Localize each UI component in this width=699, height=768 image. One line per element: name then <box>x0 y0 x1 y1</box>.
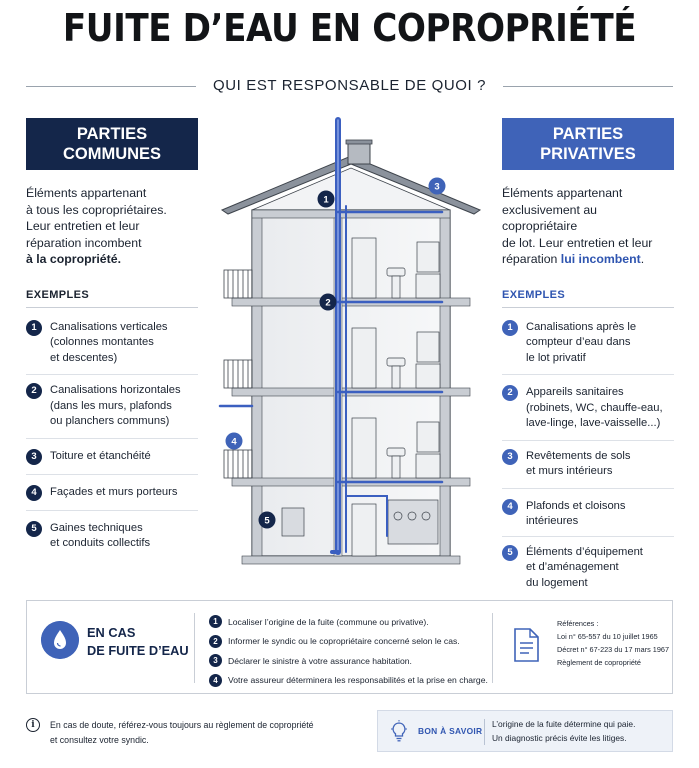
alert-step <box>209 612 488 632</box>
example-item <box>26 511 198 560</box>
desc-line: Leur entretien et leur <box>26 219 140 233</box>
step-number-badge: 2 <box>209 635 222 648</box>
example-text <box>526 320 636 367</box>
example-item <box>26 439 198 475</box>
reference-line: Règlement de copropriété <box>557 658 641 667</box>
example-line: lave-linge, lave-vaisselle...) <box>526 417 661 429</box>
example-item <box>502 375 674 441</box>
number-badge: 1 <box>502 320 518 336</box>
example-line: Revêtements de sols <box>526 449 631 462</box>
desc-end: . <box>640 252 645 266</box>
example-line: intérieures <box>526 515 579 527</box>
number-badge: 2 <box>502 385 518 401</box>
parties-communes-column <box>26 118 198 560</box>
example-line: Plafonds et cloisons <box>526 499 626 512</box>
example-text <box>50 320 168 367</box>
tip-line: Un diagnostic précis évite les litiges. <box>492 732 627 743</box>
alert-divider <box>194 613 195 683</box>
building-marker-1: 1 <box>323 194 329 206</box>
example-item <box>26 475 198 511</box>
building-marker-3: 3 <box>434 181 440 193</box>
footer-advice <box>26 716 346 746</box>
heading-line: PARTIES <box>76 125 148 143</box>
parties-privatives-heading <box>502 118 674 170</box>
example-line: Gaines techniques <box>50 521 143 534</box>
desc-line: Éléments appartenant <box>26 186 147 200</box>
footer-line: En cas de doute, référez-vous toujours au règlement de copropriété <box>50 720 314 730</box>
example-text <box>50 449 151 465</box>
desc-bold: lui incombent <box>560 252 641 266</box>
desc-line: à tous les copropriétaires. <box>26 202 167 217</box>
alert-step <box>209 671 488 691</box>
number-badge: 1 <box>26 320 42 336</box>
page-subtitle: QUI EST RESPONSABLE DE QUOI ? <box>212 77 487 94</box>
building-marker-2: 2 <box>325 297 331 309</box>
desc-line: exclusivement au copropriétaire <box>502 202 598 233</box>
example-item <box>26 308 198 376</box>
example-text <box>526 545 643 592</box>
reference-line: Loi n° 65-557 du 10 juillet 1965 <box>557 632 658 641</box>
alert-steps-list <box>209 612 488 690</box>
alert-step <box>209 632 488 652</box>
example-line: le lot privatif <box>526 351 586 364</box>
example-line: et murs intérieurs <box>526 465 613 477</box>
example-line: compteur d’eau dans <box>526 336 631 348</box>
privatives-examples-list <box>502 308 674 598</box>
communes-examples-list <box>26 308 198 560</box>
step-text: Informer le syndic ou le copropriétaire concerné selon le cas. <box>228 636 460 647</box>
example-line: (dans les murs, plafonds <box>50 399 172 412</box>
example-item <box>502 441 674 489</box>
desc-line: Éléments appartenant <box>502 186 623 200</box>
step-number-badge: 4 <box>209 674 222 687</box>
alert-title <box>87 624 189 660</box>
subtitle-row <box>26 76 673 96</box>
example-line: et d’aménagement <box>526 561 619 573</box>
example-text <box>526 385 663 432</box>
footer-advice-text <box>50 718 314 748</box>
building-cutaway-illustration <box>212 116 490 578</box>
number-badge: 5 <box>26 521 42 537</box>
example-text <box>526 449 630 480</box>
example-line: du logement <box>526 576 588 589</box>
number-badge: 4 <box>502 499 518 515</box>
tip-line: L’origine de la fuite détermine qui paie. <box>492 719 636 729</box>
example-line: (colonnes montantes <box>50 336 154 348</box>
parties-privatives-column <box>502 118 674 597</box>
example-line: Canalisations horizontales <box>50 384 181 396</box>
example-line: Façades et murs porteurs <box>50 485 178 498</box>
step-text: Votre assureur déterminera les responsabilités et la prise en charge. <box>228 675 488 686</box>
example-line: et conduits collectifs <box>50 537 151 549</box>
example-line: Canalisations verticales <box>50 320 168 333</box>
reference-line: Références : <box>557 619 599 628</box>
step-text: Déclarer le sinistre à votre assurance habitation. <box>228 655 412 666</box>
bon-a-savoir-box <box>377 710 673 752</box>
privatives-description <box>502 185 674 268</box>
building-marker-4: 4 <box>231 436 237 448</box>
number-badge: 2 <box>26 383 42 399</box>
en-cas-de-fuite-box <box>26 600 673 694</box>
example-line: ou planchers communs) <box>50 415 170 427</box>
example-line: Canalisations après le <box>526 320 637 333</box>
example-text <box>50 521 150 552</box>
step-number-badge: 1 <box>209 615 222 628</box>
number-badge: 4 <box>26 485 42 501</box>
example-line: Appareils sanitaires <box>526 386 624 398</box>
example-item <box>26 375 198 439</box>
desc-line: réparation incombent <box>26 235 142 250</box>
number-badge: 3 <box>26 449 42 465</box>
desc-line: réparation <box>502 252 558 266</box>
communes-description <box>26 185 198 268</box>
document-icon <box>513 628 539 662</box>
alert-title-line: DE FUITE D’EAU <box>87 643 189 658</box>
tip-divider <box>484 719 485 745</box>
heading-line: COMMUNES <box>62 145 162 163</box>
reference-line: Décret n° 67-223 du 17 mars 1967 <box>557 645 670 654</box>
desc-line: de lot. Leur entretien et leur <box>502 235 653 250</box>
example-item <box>502 308 674 376</box>
example-line: et descentes) <box>50 351 118 364</box>
step-number-badge: 3 <box>209 654 222 667</box>
alert-step <box>209 651 488 671</box>
example-item <box>502 537 674 598</box>
example-line: Éléments d’équipement <box>526 545 643 558</box>
tip-text <box>492 718 635 745</box>
communes-examples-label: EXEMPLES <box>26 289 198 308</box>
alert-divider <box>492 613 493 683</box>
example-line: (robinets, WC, chauffe-eau, <box>526 401 663 414</box>
alert-title-line: EN CAS <box>87 625 136 640</box>
example-item <box>502 489 674 537</box>
example-text <box>526 499 626 530</box>
heading-line: PARTIES <box>552 125 624 143</box>
number-badge: 5 <box>502 545 518 561</box>
subtitle-divider-right <box>503 86 673 87</box>
desc-bold: à la copropriété. <box>26 252 121 266</box>
info-icon: i <box>26 718 40 732</box>
example-line: Toiture et étanchéité <box>50 449 151 462</box>
example-text <box>50 485 177 501</box>
tip-title: BON À SAVOIR <box>418 726 483 736</box>
privatives-examples-label: EXEMPLES <box>502 289 674 308</box>
page-title: FUITE D’EAU EN COPROPRIÉTÉ <box>62 6 637 50</box>
parties-communes-heading <box>26 118 198 170</box>
water-drop-icon <box>41 621 79 659</box>
building-marker-5: 5 <box>264 515 270 527</box>
lightbulb-icon <box>390 720 408 742</box>
step-text: Localiser l’origine de la fuite (commune ou privative). <box>228 616 429 627</box>
footer-line: et consultez votre syndic. <box>50 735 149 745</box>
example-text <box>50 383 181 430</box>
legal-references <box>557 617 669 669</box>
heading-line: PRIVATIVES <box>540 145 636 163</box>
number-badge: 3 <box>502 449 518 465</box>
